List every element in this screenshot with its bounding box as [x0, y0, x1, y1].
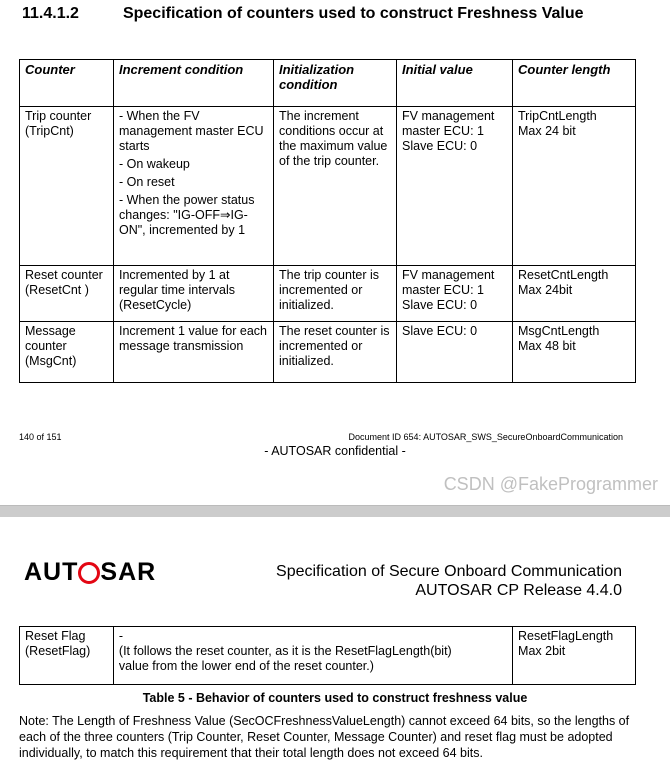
length-cell — [513, 627, 636, 685]
init-cell: The increment conditions occur at the maximum value of the trip counter. — [274, 107, 397, 266]
counters-table — [19, 59, 636, 383]
section-title: Specification of counters used to construct Freshness Value — [122, 5, 584, 22]
list-item: - On reset — [119, 175, 175, 189]
text: Reset Flag — [25, 629, 86, 643]
note-paragraph: Note: The Length of Freshness Value (SecOCFreshnessValueLength) cannot exceed 64 bits, so the lengths of each of the three counters (Trip Counter, Reset Counter, Message Counter) and reset flag must be adopted individually, to match this requirement that their total length does not exceed 64 bits. — [19, 714, 630, 760]
header-cell: Counter — [20, 60, 114, 107]
text: (MsgCnt) — [25, 354, 77, 368]
section-heading — [22, 5, 628, 23]
counter-cell — [20, 107, 114, 266]
init-cell: The reset counter is incremented or initialized. — [274, 322, 397, 383]
text: (ResetCnt ) — [25, 283, 89, 297]
text: - — [118, 629, 124, 643]
watermark: CSDN @FakeProgrammer — [443, 474, 658, 494]
header-release: AUTOSAR CP Release 4.4.0 — [415, 582, 622, 599]
list-item: - When the power status changes: "IG-OFF⇒IG-ON", incremented by 1 — [119, 193, 255, 237]
text: MsgCntLength — [518, 324, 600, 338]
length-cell — [513, 266, 636, 322]
text: (TripCnt) — [25, 124, 74, 138]
text: Slave ECU: 0 — [402, 139, 478, 153]
header-title: Specification of Secure Onboard Communication — [276, 563, 622, 580]
text: Trip counter — [25, 109, 92, 123]
text: Max 48 bit — [518, 339, 576, 353]
init-cell: The trip counter is incremented or initialized. — [274, 266, 397, 322]
text: Max 24bit — [518, 283, 573, 297]
counter-cell — [20, 266, 114, 322]
text: Slave ECU: 0 — [402, 298, 478, 312]
text: ResetCntLength — [518, 268, 609, 282]
section-number: 11.4.1.2 — [22, 5, 79, 22]
initial-cell — [397, 266, 513, 322]
increment-cell: Incremented by 1 at regular time intervals (ResetCycle) — [114, 266, 274, 322]
length-cell — [513, 322, 636, 383]
desc-cell — [113, 627, 512, 685]
header-cell: Initial value — [397, 60, 513, 107]
confidential-label: - AUTOSAR confidential - — [264, 444, 406, 458]
text: TripCntLength — [518, 109, 597, 123]
document-id: Document ID 654: AUTOSAR_SWS_SecureOnboardCommunication — [348, 432, 623, 442]
text: FV management master ECU: 1 — [402, 268, 495, 297]
increment-cell: Increment 1 value for each message transmission — [114, 322, 274, 383]
header-cell: Counter length — [513, 60, 636, 107]
table-row — [20, 107, 636, 266]
increment-cell — [114, 107, 274, 266]
text: Max 2bit — [518, 644, 566, 658]
initial-cell: Slave ECU: 0 — [397, 322, 513, 383]
header-cell: Increment condition — [114, 60, 274, 107]
table-row — [20, 266, 636, 322]
initial-cell — [397, 107, 513, 266]
text: Reset counter — [25, 268, 103, 282]
page-header — [276, 562, 622, 600]
table-row — [20, 627, 636, 685]
header-cell: Initialization condition — [274, 60, 397, 107]
text: (ResetFlag) — [25, 644, 91, 658]
table-caption: Table 5 - Behavior of counters used to construct freshness value — [142, 691, 528, 705]
counter-cell — [20, 627, 114, 685]
list-item: - When the FV management master ECU starts — [119, 109, 264, 153]
page-number: 140 of 151 — [19, 432, 62, 442]
text: Max 24 bit — [518, 124, 576, 138]
length-cell — [513, 107, 636, 266]
table-row — [20, 322, 636, 383]
page-separator — [0, 505, 670, 517]
list-item: - On wakeup — [119, 157, 190, 171]
text: ResetFlagLength — [518, 629, 614, 643]
autosar-logo: AUT SAR — [24, 558, 157, 586]
text: (It follows the reset counter, as it is the ResetFlagLength(bit) value from the lower end of the reset counter.) — [118, 644, 452, 673]
text: FV management master ECU: 1 — [402, 109, 495, 138]
reset-flag-table — [19, 626, 636, 685]
table-header-row — [20, 60, 636, 107]
text: Message counter — [25, 324, 76, 353]
counter-cell — [20, 322, 114, 383]
